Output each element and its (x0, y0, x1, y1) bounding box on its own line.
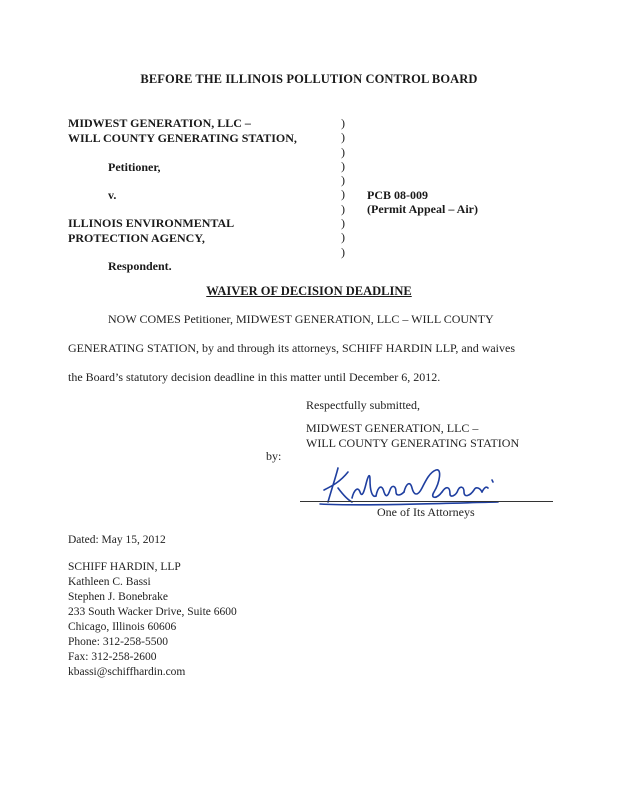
caption-paren: ) (341, 158, 345, 173)
signature-line (300, 501, 553, 502)
firm-name: SCHIFF HARDIN, LLP (68, 561, 181, 573)
party-name-line2: WILL COUNTY GENERATING STATION (306, 436, 520, 450)
versus-label: v. (108, 188, 117, 202)
body-line-1: NOW COMES Petitioner, MIDWEST GENERATION, LLC – WILL COUNTY (108, 312, 494, 326)
body-line-2: GENERATING STATION, by and through its attorneys, SCHIFF HARDIN LLP, and waives (68, 341, 516, 355)
caption-paren: ) (341, 130, 345, 145)
firm-fax: Fax: 312-258-2600 (68, 651, 157, 663)
respondent-name-line1: ILLINOIS ENVIRONMENTAL (68, 216, 235, 230)
caption-paren: ) (341, 187, 345, 202)
respondent-name-line2: PROTECTION AGENCY, (68, 231, 205, 245)
firm-phone: Phone: 312-258-5500 (68, 636, 168, 648)
caption-paren: ) (341, 244, 345, 259)
court-heading: BEFORE THE ILLINOIS POLLUTION CONTROL BOARD (140, 72, 478, 86)
attorney-name: Kathleen C. Bassi (68, 576, 151, 588)
attorney-name: Stephen J. Bonebrake (68, 591, 168, 603)
signer-caption: One of Its Attorneys (377, 505, 475, 519)
petitioner-name-line2: WILL COUNTY GENERATING STATION, (68, 131, 297, 145)
body-line-3: the Board’s statutory decision deadline in this matter until December 6, 2012. (68, 370, 441, 384)
firm-address-city: Chicago, Illinois 60606 (68, 621, 177, 633)
handwritten-signature (318, 462, 508, 510)
caption-parentheses (341, 116, 345, 259)
respondent-role: Respondent. (108, 259, 172, 273)
caption-paren: ) (341, 230, 345, 245)
petitioner-role: Petitioner, (108, 160, 161, 174)
firm-address-street: 233 South Wacker Drive, Suite 6600 (68, 606, 237, 618)
closing: Respectfully submitted, (306, 398, 420, 412)
by-label: by: (266, 449, 282, 463)
firm-email: kbassi@schiffhardin.com (68, 666, 186, 678)
caption-paren: ) (341, 216, 345, 231)
document-title: WAIVER OF DECISION DEADLINE (206, 284, 412, 298)
petitioner-name-line1: MIDWEST GENERATION, LLC – (68, 116, 251, 130)
caption-paren: ) (341, 144, 345, 159)
caption-paren: ) (341, 116, 345, 130)
case-number: PCB 08-009 (367, 188, 428, 202)
caption-paren: ) (341, 201, 345, 216)
caption-paren: ) (341, 173, 345, 188)
case-type: (Permit Appeal – Air) (367, 202, 478, 216)
party-name-line1: MIDWEST GENERATION, LLC – (306, 421, 479, 435)
dated-line: Dated: May 15, 2012 (68, 534, 166, 546)
